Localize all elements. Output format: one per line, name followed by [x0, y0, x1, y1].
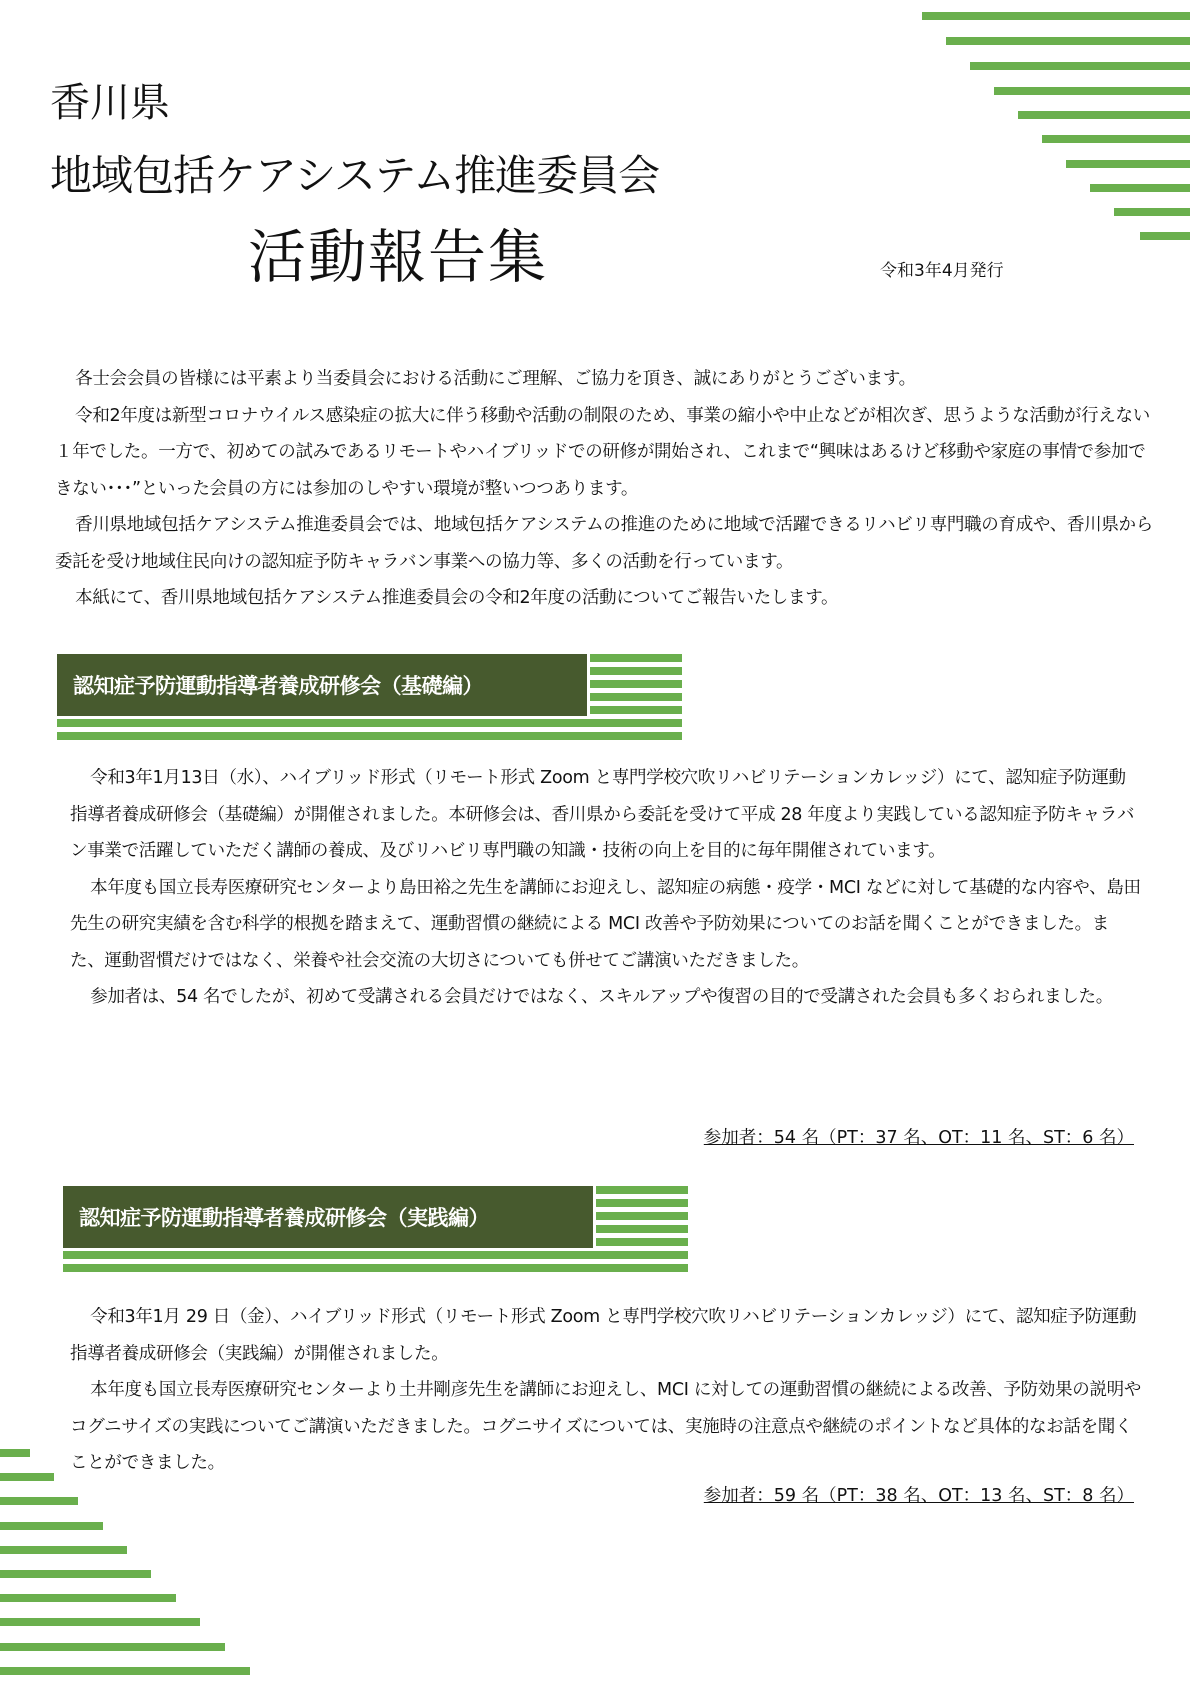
stripe — [0, 1570, 151, 1578]
stripe — [946, 37, 1190, 45]
issue-date: 令和3年4月発行 — [880, 261, 1004, 281]
section1-heading: 認知症予防運動指導者養成研修会（基礎編） — [73, 674, 483, 698]
stripe — [590, 693, 682, 701]
stripe — [63, 1264, 688, 1272]
stripe — [0, 1667, 250, 1675]
stripe — [0, 1522, 103, 1530]
stripe — [596, 1238, 688, 1246]
stripe — [596, 1199, 688, 1207]
section1-paragraph: 本年度も国立長寿医療研究センターより島田裕之先生を講師にお迎えし、認知症の病態・疫学・MCI などに対して基礎的な内容や、島田先生の研究実績を含む科学的根拠を踏まえて、運動習慣の継続による MCI 改善や予防効果についてのお話を聞くことができました。また、運動習慣だけではなく、栄養や社会交流の大切さについても併せてご講演いただきました。 — [70, 877, 1141, 971]
stripe — [1066, 160, 1190, 168]
stripe — [596, 1225, 688, 1233]
title-prefecture: 香川県 — [50, 80, 170, 126]
stripe — [1090, 184, 1190, 192]
stripe — [0, 1497, 78, 1505]
intro-paragraph: 令和2年度は新型コロナウイルス感染症の拡大に伴う移動や活動の制限のため、事業の縮小や中止などが相次ぎ、思うような活動が行えない１年でした。一方で、初めての試みであるリモートやハイブリッドでの研修が開始され、これまで“興味はあるけど移動や家庭の事情で参加できない･･･”といった会員の方には参加のしやすい環境が整いつつあります。 — [55, 405, 1150, 499]
section2-participants: 参加者：59 名（PT：38 名、OT：13 名、ST：8 名） — [703, 1486, 1134, 1506]
stripe — [590, 680, 682, 688]
stripe — [0, 1643, 225, 1651]
stripe — [1018, 111, 1190, 119]
stripe — [922, 12, 1190, 20]
section1-paragraph: 参加者は、54 名でしたが、初めて受講される会員だけではなく、スキルアップや復習の目的で受講された会員も多くおられました。 — [90, 987, 1113, 1007]
section1-participants: 参加者：54 名（PT：37 名、OT：11 名、ST：6 名） — [703, 1128, 1134, 1148]
stripe — [1140, 232, 1190, 240]
section1-text — [70, 760, 1142, 1016]
section1-heading-box — [57, 654, 587, 716]
intro-text — [55, 361, 1153, 617]
stripe — [994, 87, 1190, 95]
stripe — [0, 1594, 176, 1602]
section2-paragraph: 本年度も国立長寿医療研究センターより土井剛彦先生を講師にお迎えし、MCI に対しての運動習慣の継続による改善、予防効果の説明やコグニサイズの実践についてご講演いただきました。コグニサイズについては、実施時の注意点や継続のポイントなど具体的なお話を聞くことができました。 — [70, 1380, 1142, 1473]
section2-paragraph: 令和3年1月 29 日（金）、ハイブリッド形式（リモート形式 Zoom と専門学校穴吹リハビリテーションカレッジ）にて、認知症予防運動指導者養成研修会（実践編）が開催されました。 — [70, 1307, 1137, 1364]
section2-heading-box — [63, 1186, 593, 1248]
stripe — [590, 667, 682, 675]
title-committee: 地域包括ケアシステム推進委員会 — [50, 151, 660, 200]
stripe — [0, 1449, 30, 1457]
intro-paragraph: 香川県地域包括ケアシステム推進委員会では、地域包括ケアシステムの推進のために地域で活躍できるリハビリ専門職の育成や、香川県から委託を受け地域住民向けの認知症予防キャラバン事業への協力等、多くの活動を行っています。 — [55, 515, 1153, 572]
stripe — [1042, 135, 1190, 143]
section1-paragraph: 令和3年1月13日（水）、ハイブリッド形式（リモート形式 Zoom と専門学校穴吹リハビリテーションカレッジ）にて、認知症予防運動指導者養成研修会（基礎編）が開催されました。本研修会は、香川県から委託を受けて平成 28 年度より実践している認知症予防キャラバン事業で活躍していただく講師の養成、及びリハビリ専門職の知識・技術の向上を目的に毎年開催されています。 — [70, 768, 1135, 861]
stripe — [0, 1473, 54, 1481]
stripe — [57, 732, 682, 740]
stripe — [0, 1546, 127, 1554]
intro-paragraph: 本紙にて、香川県地域包括ケアシステム推進委員会の令和2年度の活動についてご報告いたします。 — [75, 588, 839, 608]
stripe — [1114, 208, 1190, 216]
stripe — [970, 62, 1190, 70]
stripe — [596, 1186, 688, 1194]
section2-heading: 認知症予防運動指導者養成研修会（実践編） — [79, 1206, 489, 1230]
stripe — [57, 719, 682, 727]
stripe — [0, 1618, 200, 1626]
stripe — [590, 706, 682, 714]
title-report: 活動報告集 — [248, 223, 549, 291]
intro-paragraph: 各士会会員の皆様には平素より当委員会における活動にご理解、ご協力を頂き、誠にありがとうございます。 — [75, 369, 916, 389]
section2-text — [70, 1299, 1142, 1482]
stripe — [596, 1212, 688, 1220]
stripe — [590, 654, 682, 662]
stripe — [63, 1251, 688, 1259]
